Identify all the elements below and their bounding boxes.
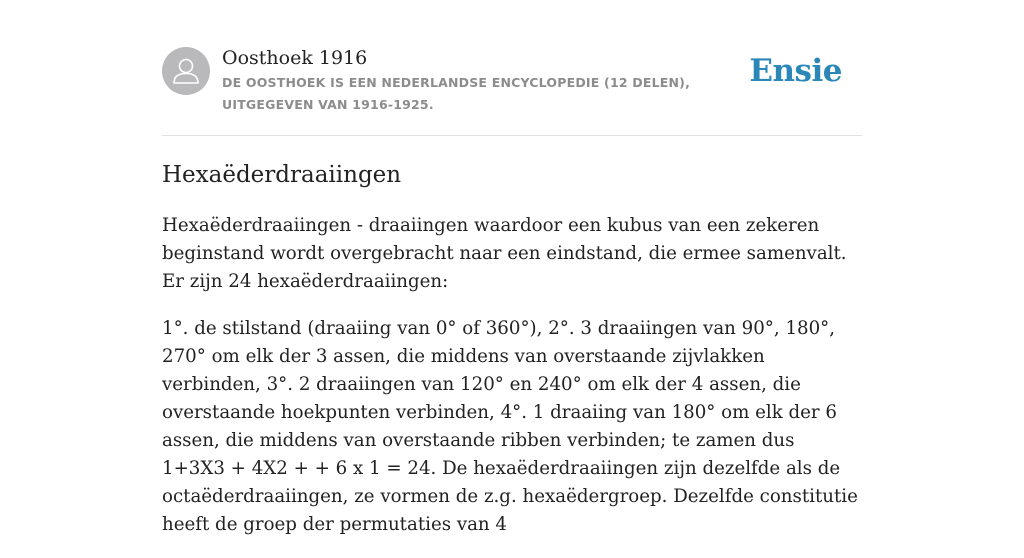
article-body — [162, 212, 862, 558]
avatar[interactable] — [162, 47, 210, 95]
article-paragraph: 1°. de stilstand (draaiing van 0° of 360°), 2°. 3 draaiingen van 90°, 180°, 270° om elk der 3 assen, die middens van overstaande zijvlakken verbinden, 3°. 2 draaiingen van 120° en 240° om elk der 4 assen, die overstaande hoekpunten verbinden, 4°. 1 draaiing van 180° om elk der 6 assen, die middens van overstaande ribben verbinden; te zamen dus 1+3X3 + 4X2 + + 6 x 1 = 24. De hexaëderdraaiingen zijn dezelfde als de octaëderdraaiingen, ze vormen de z.g. hexaëdergroep. Dezelfde constitutie heeft de groep der permutaties van 4 — [162, 318, 858, 535]
source-description: DE OOSTHOEK IS EEN NEDERLANDSE ENCYCLOPEDIE (12 DELEN), UITGEGEVEN VAN 1916-1925. — [222, 75, 691, 112]
user-icon — [162, 47, 210, 95]
ensie-logo[interactable]: Ensie — [749, 53, 842, 89]
source-header — [162, 46, 862, 136]
source-name[interactable]: Oosthoek 1916 — [222, 47, 368, 69]
article-page — [162, 0, 862, 535]
article-title: Hexaëderdraaiingen — [162, 162, 402, 188]
article-paragraph: Hexaëderdraaiingen - draaiingen waardoor een kubus van een zekeren beginstand wordt overgebracht naar een eindstand, die ermee samenvalt. Er zijn 24 hexaëderdraaiingen: — [162, 215, 847, 292]
